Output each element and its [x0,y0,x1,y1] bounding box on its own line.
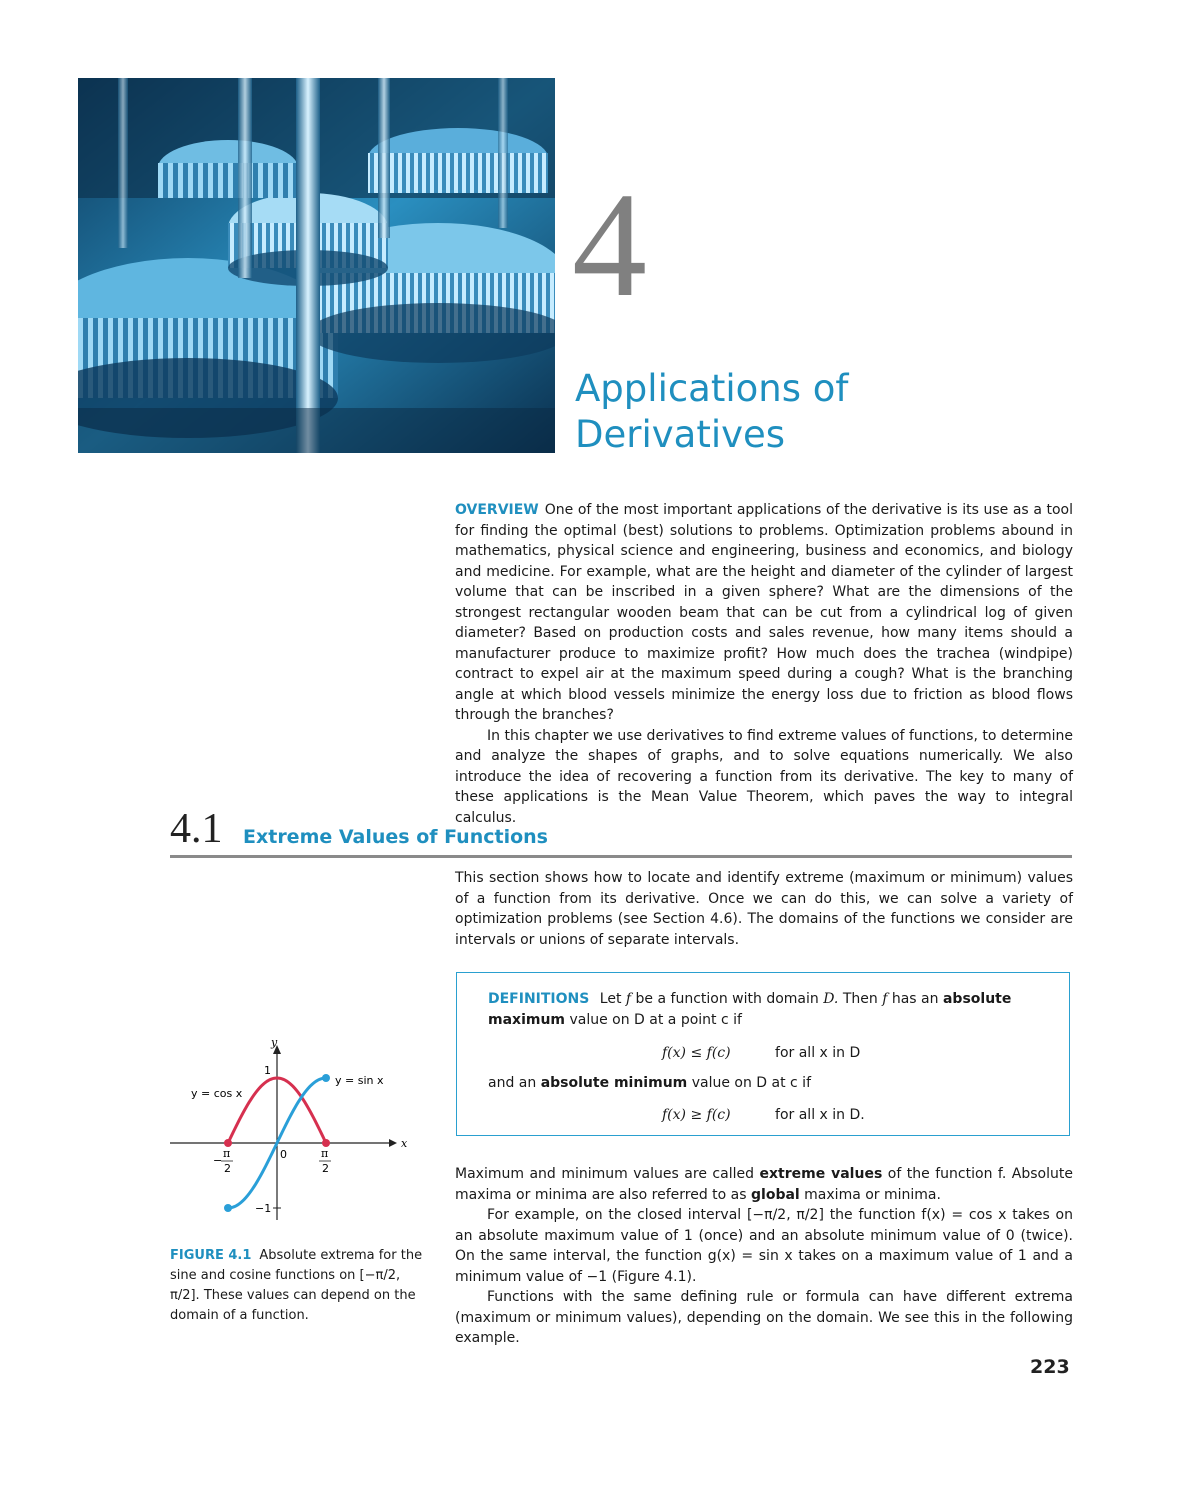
chapter-title [575,366,848,458]
definition-text: Let [599,991,622,1007]
formula-condition: for all x in D. [775,1107,865,1123]
section-title: Extreme Values of Functions [243,826,548,848]
figure-label: FIGURE 4.1 [170,1248,252,1263]
definition-text: and an [488,1075,537,1091]
math-symbol: f [882,991,888,1007]
definition-term: absolute minimum [540,1075,688,1091]
formula-expression: f(x) ≥ f(c) [662,1107,731,1123]
tick-pi-left: π [223,1147,231,1160]
definition-text: be a function with domain [635,991,819,1007]
formula-condition: for all x in D [775,1045,861,1061]
definition-term: absolute [942,991,1012,1007]
sin-label: y = sin x [335,1074,384,1087]
chapter-number: 4 [572,162,647,328]
tick-two-left: 2 [224,1162,231,1175]
definition-line-3 [488,1073,811,1093]
sin-endpoint-left [224,1204,232,1212]
x-axis-arrow-icon [389,1139,397,1147]
definition-term: maximum [488,1012,566,1028]
figure-caption-text: Absolute extrema for the sine and cosine functions on [−π/2, π/2]. These values can depend on the domain of a function. [170,1248,423,1323]
definition-text: has an [891,991,939,1007]
definition-line-1 [488,989,1043,1009]
section-divider [170,855,1072,858]
cos-endpoint-left [224,1139,232,1147]
tick-label-0: 0 [280,1148,287,1161]
cos-label: y = cos x [191,1087,243,1100]
term-extreme-values: extreme values [759,1166,883,1182]
definition-formula-min [662,1105,865,1125]
chapter-title-line1: Applications of [575,367,849,410]
math-symbol: f [625,991,632,1007]
tick-minus-sign: − [213,1154,223,1167]
tick-label-neg-1: −1 [255,1202,272,1215]
overview-section [455,500,1073,828]
tick-label-1: 1 [264,1064,271,1077]
after-paragraph-1 [455,1164,1073,1205]
chapter-title-line2: Derivatives [575,413,786,456]
overview-paragraph-2: In this chapter we use derivatives to find extreme values of functions, to determine and analyze the shapes of graphs, and to solve equations numerically. We also introduce the idea of recovering a function from its derivative. The key to many of these applications is the Mean Value Theorem, which paves the way to integral calculus. [455,727,1073,826]
term-global: global [751,1186,800,1203]
figure-4-1-graph [165,1030,415,1230]
tick-two-right: 2 [322,1162,329,1175]
overview-paragraph-1: One of the most important applications of the derivative is its use as a tool for finding the optimal (best) solutions to problems. Optimization problems abound in mathematics, physical science and engineering, business and economics, and biology and medicine. For example, what are the height and diameter of the cylinder of largest volume that can be inscribed in a given sphere? What are the dimensions of the strongest rectangular wooden beam that can be cut from a cylindrical log of given diameter? Based on production costs and sales revenue, how many items should a manufacturer produce to maximize profit? How much does the trachea (windpipe) contract to expel air at the maximum speed during a cough? What is the branching angle at which blood vessels minimize the energy loss due to friction as blood flows through the branches? [455,502,1073,723]
body-text: Maximum and minimum values are called [455,1166,754,1182]
gears-photo [78,78,555,453]
cos-endpoint-right [322,1139,330,1147]
figure-caption [170,1246,430,1326]
definition-box [456,972,1070,1136]
extreme-values-text [455,1164,1073,1349]
formula-expression: f(x) ≤ f(c) [662,1045,731,1061]
body-text: maxima or minima. [804,1186,941,1203]
definition-line-2 [488,1010,742,1030]
section-intro: This section shows how to locate and identify extreme (maximum or minimum) values of a function from its derivative. Once we can do this, we can solve a variety of optimization problems (see Section 4.6). The domains of the functions we consider are intervals or unions of separate intervals. [455,870,1073,948]
math-symbol: D. [823,991,839,1007]
definition-text: Then [842,991,878,1007]
y-axis-label: y [271,1036,278,1049]
page-number: 223 [1030,1356,1070,1378]
after-paragraph-2: For example, on the closed interval [−π/2, π/2] the function f(x) = cos x takes on an absolute maximum value of 1 (once) and an absolute minimum value of 0 (twice). On the same interval, the function g(x) = sin x takes on a maximum value of 1 and a minimum value of −1 (Figure 4.1). [455,1207,1073,1285]
definition-text: value on D at a point c if [569,1012,742,1028]
definition-text: value on D at c if [691,1075,811,1091]
definition-label: DEFINITIONS [488,991,590,1007]
overview-label: OVERVIEW [455,502,539,518]
tick-pi-right: π [321,1147,329,1160]
section-number: 4.1 [170,806,223,852]
after-paragraph-3: Functions with the same defining rule or formula can have different extrema (maximum or minimum values), depending on the domain. We see this in the following example. [455,1289,1073,1346]
chapter-opener-image [78,78,555,453]
body-text: of the function f. Absolute maxima or minima are also referred to as [455,1166,1073,1203]
definition-formula-max [662,1043,860,1063]
x-axis-label: x [401,1137,408,1150]
sin-endpoint-right [322,1074,330,1082]
